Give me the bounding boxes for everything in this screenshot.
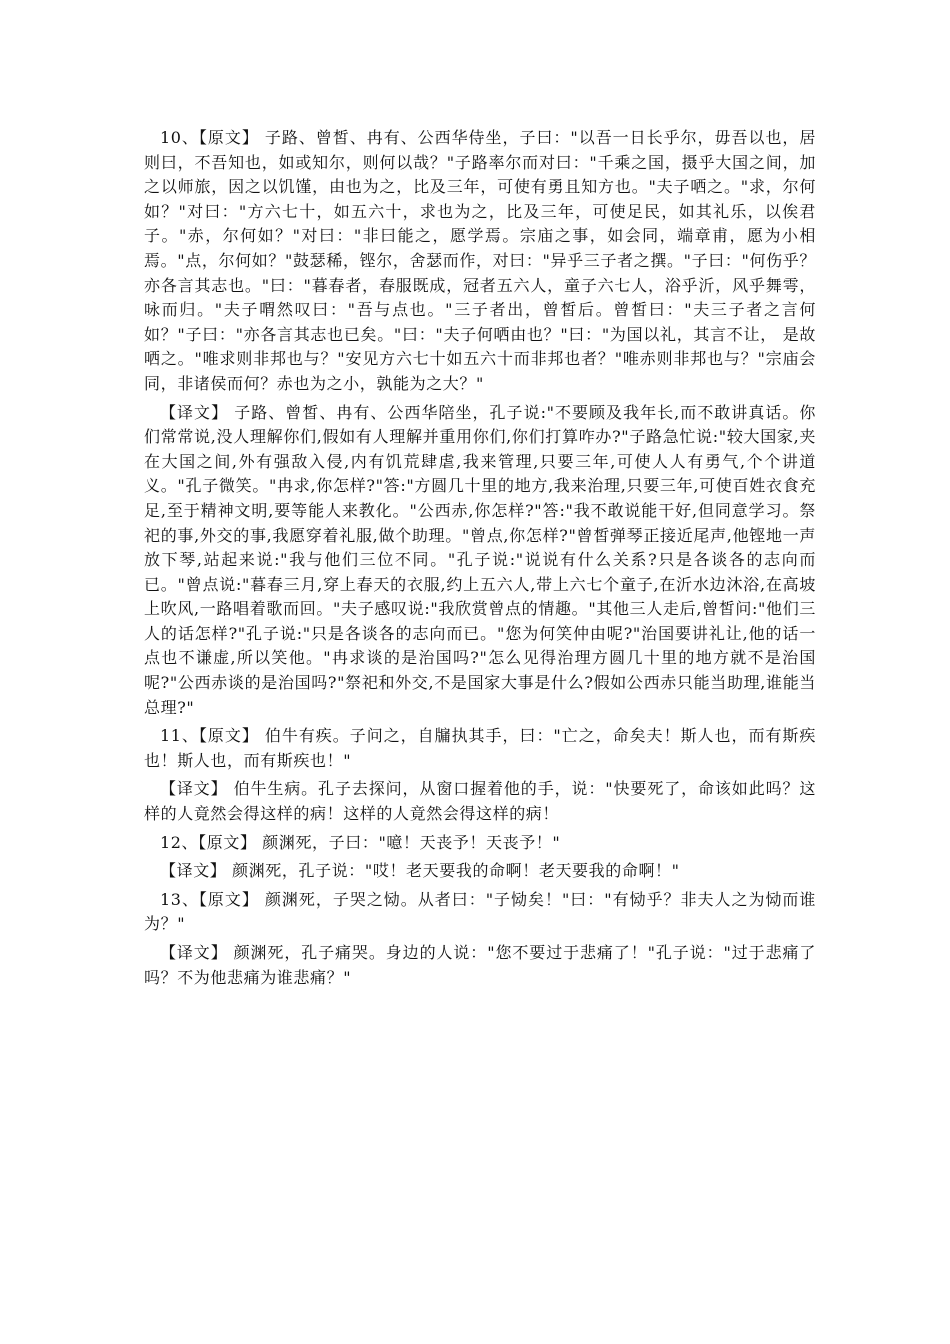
section-label: 【译文】 (160, 779, 228, 799)
paragraph-text: 颜渊死，子哭之恸。从者曰："子恸矣！"曰："有恸乎？非夫人之为恸而谁为？" (144, 889, 817, 934)
paragraph-text: 子路、曾皙、冉有、公西华侍坐，子曰："以吾一日长乎尔，毋吾以也，居则曰，不吾知也，如或知尔，则何以哉？"子路率尔而对曰："千乘之国，摄乎大国之间，加之以师旅，因之以饥馑，由也为之，比及三年，可使有勇且知方也。"夫子哂之。"求，尔何如？"对曰："方六七十，如五六十，求也为之，比及三年，可使足民，如其礼乐，以俟君子。"赤，尔何如？"对曰："非曰能之，愿学焉。宗庙之事，如会同，端章甫，愿为小相焉。"点，尔何如？"鼓瑟稀，铿尔，舍瑟而作，对曰："异乎三子者之撰。"子曰："何伤乎？亦各言其志也。"曰："暮春者，春服既成，冠者五六人，童子六七人，浴乎沂，风乎舞雩，咏而归。"夫子喟然叹曰："吾与点也。"三子者出，曾皙后。曾皙曰："夫三子者之言何如？"子曰："亦各言其志也已矣。"曰："夫子何哂由也？"曰："为国以礼，其言不让， 是故哂之。"唯求则非邦也与？"安见方六七十如五六十而非邦也者？"唯赤则非邦也与？"宗庙会同，非诸侯而何？赤也为之小，孰能为之大？" (144, 128, 816, 393)
paragraph-11-original (144, 724, 816, 773)
paragraph-13-original (144, 888, 816, 937)
section-label: 11、【原文】 (160, 726, 259, 746)
paragraph-10-original (144, 126, 816, 397)
section-label: 10、【原文】 (160, 128, 259, 147)
section-label: 【译文】 (160, 402, 229, 422)
paragraph-10-translation (144, 401, 816, 721)
document-page (144, 126, 816, 994)
paragraph-11-translation (144, 777, 816, 826)
paragraph-12-original (144, 831, 816, 856)
paragraph-text: 颜渊死，子曰："噫！天丧予！天丧予！" (262, 832, 561, 852)
paragraph-12-translation (144, 859, 816, 884)
paragraph-text: 伯牛有疾。子问之，自牖执其手，曰："亡之，命矣夫！斯人也，而有斯疾也！斯人也，而有斯疾也！" (144, 726, 816, 770)
section-label: 【译文】 (160, 943, 228, 962)
section-label: 13、【原文】 (160, 889, 259, 909)
paragraph-13-translation (144, 941, 816, 990)
paragraph-text: 颜渊死，孔子痛哭。身边的人说："您不要过于悲痛了！"孔子说："过于悲痛了吗？不为他悲痛为谁悲痛？" (144, 943, 816, 987)
section-label: 12、【原文】 (160, 832, 257, 852)
paragraph-text: 伯牛生病。孔子去探问，从窗口握着他的手，说："快要死了，命该如此吗？这样的人竟然会得这样的病！这样的人竟然会得这样的病！ (144, 779, 816, 824)
section-label: 【译文】 (160, 861, 227, 881)
paragraph-text: 颜渊死，孔子说："哎！老天要我的命啊！老天要我的命啊！" (232, 861, 680, 881)
paragraph-text: 子路、曾皙、冉有、公西华陪坐，孔子说:"不要顾及我年长,而不敢讲真话。你们常常说,没人理解你们,假如有人理解并重用你们,你们打算咋办?"子路急忙说:"较大国家,夹在大国之间,外有强敌入侵,内有饥荒肆虐,我来管理,只要三年,可使人人有勇气,个个讲道义。"孔子微笑。"冉求,你怎样?"答:"方圆几十里的地方,我来治理,只要三年,可使百姓衣食充足,至于精神文明,要等能人来教化。"公西赤,你怎样?"答:"我不敢说能干好,但同意学习。祭祀的事,外交的事,我愿穿着礼服,做个助理。"曾点,你怎样?"曾皙弹琴正接近尾声,他铿地一声放下琴,站起来说:"我与他们三位不同。"孔子说:"说说有什么关系?只是各谈各的志向而已。"曾点说:"暮春三月,穿上春天的衣服,约上五六人,带上六七个童子,在沂水边沐浴,在高坡上吹风,一路唱着歌而回。"夫子感叹说:"我欣赏曾点的情趣。"其他三人走后,曾皙问:"他们三人的话怎样?"孔子说:"只是各谈各的志向而已。"您为何笑仲由呢?"治国要讲礼让,他的话一点也不谦虚,所以笑他。"冉求谈的是治国吗?"怎么见得治理方圆几十里的地方就不是治国呢?"公西赤谈的是治国吗?"祭祀和外交,不是国家大事是什么?假如公西赤只能当助理,谁能当总理?" (144, 402, 816, 717)
